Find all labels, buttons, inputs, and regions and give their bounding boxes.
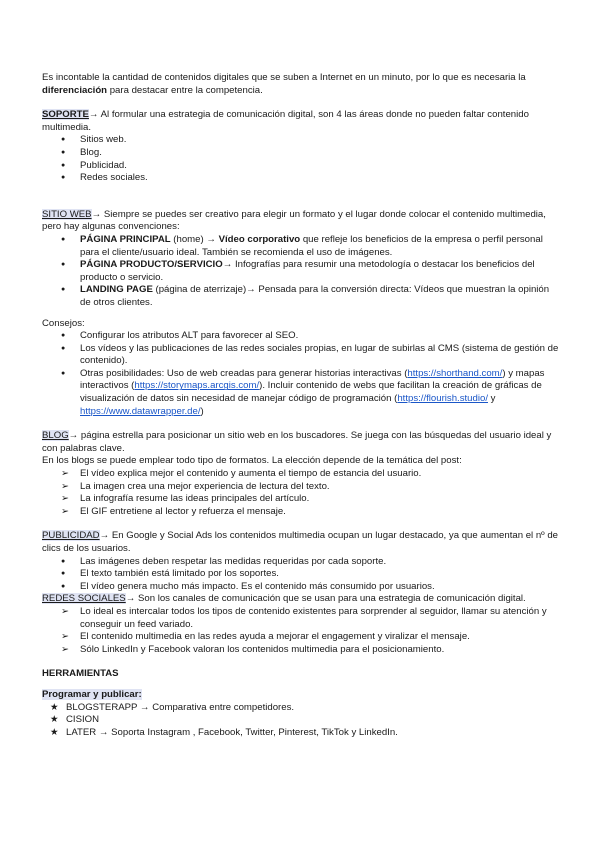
redes-paragraph: [42, 593, 562, 606]
redes-text: → Son los canales de comunicación que se usan para una estrategia de comunicación digital.: [125, 593, 526, 605]
list-item: ● Configurar los atributos ALT para favorecer al SEO.: [42, 330, 562, 343]
list-item: ➢ El GIF entretiene al lector y refuerza el mensaje.: [61, 505, 286, 517]
blog-text2: En los blogs se puede emplear todo tipo de formatos. La elección depende de la temática del post:: [42, 455, 462, 467]
list-item: ● Otras posibilidades: Uso de web creadas para generar historias interactivas (https://shorthand.com/) y mapas interactivos (https://storymaps.arcgis.com/). Incluir contenido de webs que facilitan la creación de gráficas de visualización de datos sin necesidad de manejar código de programación (https://flourish.studio/ y https://www.datawrapper.de/): [42, 368, 562, 418]
list-item: ● El vídeo genera mucho más impacto. Es el contenido más consumido por usuarios.: [42, 581, 562, 594]
redes-list: [42, 606, 562, 656]
list-item: ● Las imágenes deben respetar las medidas requeridas por cada soporte.: [42, 556, 562, 569]
sitioweb-paragraph: [42, 209, 562, 234]
list-item: ➢ Lo ideal es intercalar todos los tipos de contenido existentes para sorprender al seguidor, llamar su atención y conseguir un feed variado.: [61, 605, 547, 630]
intro-bold: diferenciación: [42, 84, 108, 96]
list-item: ● Sitios web.: [42, 134, 562, 147]
arrow-bullet-icon: ➢: [61, 505, 70, 517]
blog-heading: BLOG: [42, 430, 69, 442]
blog-text: → página estrella para posicionar un sitio web en los buscadores. Se juega con las búsquedas del usuario ideal y con palabras clave.: [42, 430, 552, 454]
link-datawrapper[interactable]: https://www.datawrapper.de/: [80, 405, 201, 417]
link-flourish[interactable]: https://flourish.studio/: [397, 393, 488, 405]
herramientas-title: HERRAMIENTAS: [42, 668, 119, 680]
list-item: ➢ La infografía resume las ideas principales del artículo.: [61, 493, 310, 505]
star-bullet-icon: ★: [50, 726, 59, 738]
arrow-bullet-icon: ➢: [61, 605, 70, 617]
list-item: ● PÁGINA PRINCIPAL (home) → Vídeo corporativo que refleje los beneficios de la empresa o perfil personal para el cliente/usuario ideal. También se recomienda el uso de imágenes.: [42, 234, 562, 259]
herramientas-list: [42, 702, 562, 740]
arrow-bullet-icon: ➢: [61, 631, 70, 643]
link-storymaps[interactable]: https://storymaps.arcgis.com/: [134, 380, 260, 392]
list-item: ● PÁGINA PRODUCTO/SERVICIO→ Infografías para resumir una metodología o destacar los beneficios del producto o servicio.: [42, 259, 562, 284]
list-item: ● LANDING PAGE (página de aterrizaje)→ Pensada para la conversión directa: Vídeos que muestran la opinión de otros clientes.: [42, 284, 562, 309]
list-item: ★ LATER → Soporta Instagram , Facebook, Twitter, Pinterest, TikTok y LinkedIn.: [50, 726, 398, 738]
publicidad-heading: PUBLICIDAD: [42, 530, 100, 542]
soporte-list: [42, 134, 562, 184]
consejos-title: Consejos:: [42, 317, 85, 329]
list-item: ● Blog.: [42, 147, 562, 160]
sitioweb-text: → Siempre se puedes ser creativo para elegir un formato y el lugar donde colocar el contenido multimedia, pero hay algunas convenciones:: [42, 208, 546, 233]
blog-paragraph: [42, 430, 562, 455]
publicidad-paragraph: [42, 530, 562, 555]
soporte-text: → Al formular una estrategia de comunicación digital, son 4 las áreas donde no pueden faltar contenido multimedia.: [42, 109, 529, 133]
sitioweb-heading: SITIO WEB: [42, 208, 92, 220]
redes-heading: REDES SOCIALES: [42, 593, 126, 605]
publicidad-text: → En Google y Social Ads los contenidos multimedia ocupan un lugar destacado, ya que aumentan el nº de clics de los usuarios.: [42, 530, 559, 554]
link-shorthand[interactable]: https://shorthand.com/: [407, 367, 503, 379]
list-item: ● Los vídeos y las publicaciones de las redes sociales propias, en lugar de subirlas al CMS (sistema de gestión de contenido).: [42, 343, 562, 368]
intro-text: Es incontable la cantidad de contenidos digitales que se suben a Internet en un minuto, por lo que es necesaria la: [42, 72, 526, 83]
list-item: ★ CISION: [50, 714, 100, 726]
publicidad-list: [42, 556, 562, 594]
arrow-bullet-icon: ➢: [61, 480, 70, 492]
list-item: ➢ El vídeo explica mejor el contenido y aumenta el tiempo de estancia del usuario.: [61, 468, 422, 480]
soporte-paragraph: [42, 109, 562, 134]
document-page: [42, 72, 562, 739]
arrow-bullet-icon: ➢: [61, 493, 70, 505]
list-item: ● Redes sociales.: [42, 172, 562, 185]
list-item: ➢ Sólo LinkedIn y Facebook valoran los contenidos multimedia para el posicionamiento.: [61, 643, 445, 655]
arrow-bullet-icon: ➢: [61, 468, 70, 480]
star-bullet-icon: ★: [50, 701, 59, 713]
list-item: ➢ La imagen crea una mejor experiencia de lectura del texto.: [61, 480, 330, 492]
list-item: ➢ El contenido multimedia en las redes ayuda a mejorar el engagement y viralizar el mensaje.: [61, 631, 470, 643]
soporte-heading: SOPORTE: [42, 109, 89, 121]
star-bullet-icon: ★: [50, 714, 59, 726]
list-item: ● Publicidad.: [42, 160, 562, 173]
herramientas-subtitle: Programar y publicar:: [42, 688, 142, 700]
intro-text-end: para destacar entre la competencia.: [107, 84, 263, 96]
list-item: ★ BLOGSTERAPP → Comparativa entre competidores.: [50, 701, 295, 713]
list-item: ● El texto también está limitado por los soportes.: [42, 568, 562, 581]
consejos-list: [42, 330, 562, 418]
intro-paragraph: [42, 72, 562, 97]
blog-list: [42, 468, 562, 518]
arrow-bullet-icon: ➢: [61, 643, 70, 655]
sitioweb-list: [42, 234, 562, 310]
